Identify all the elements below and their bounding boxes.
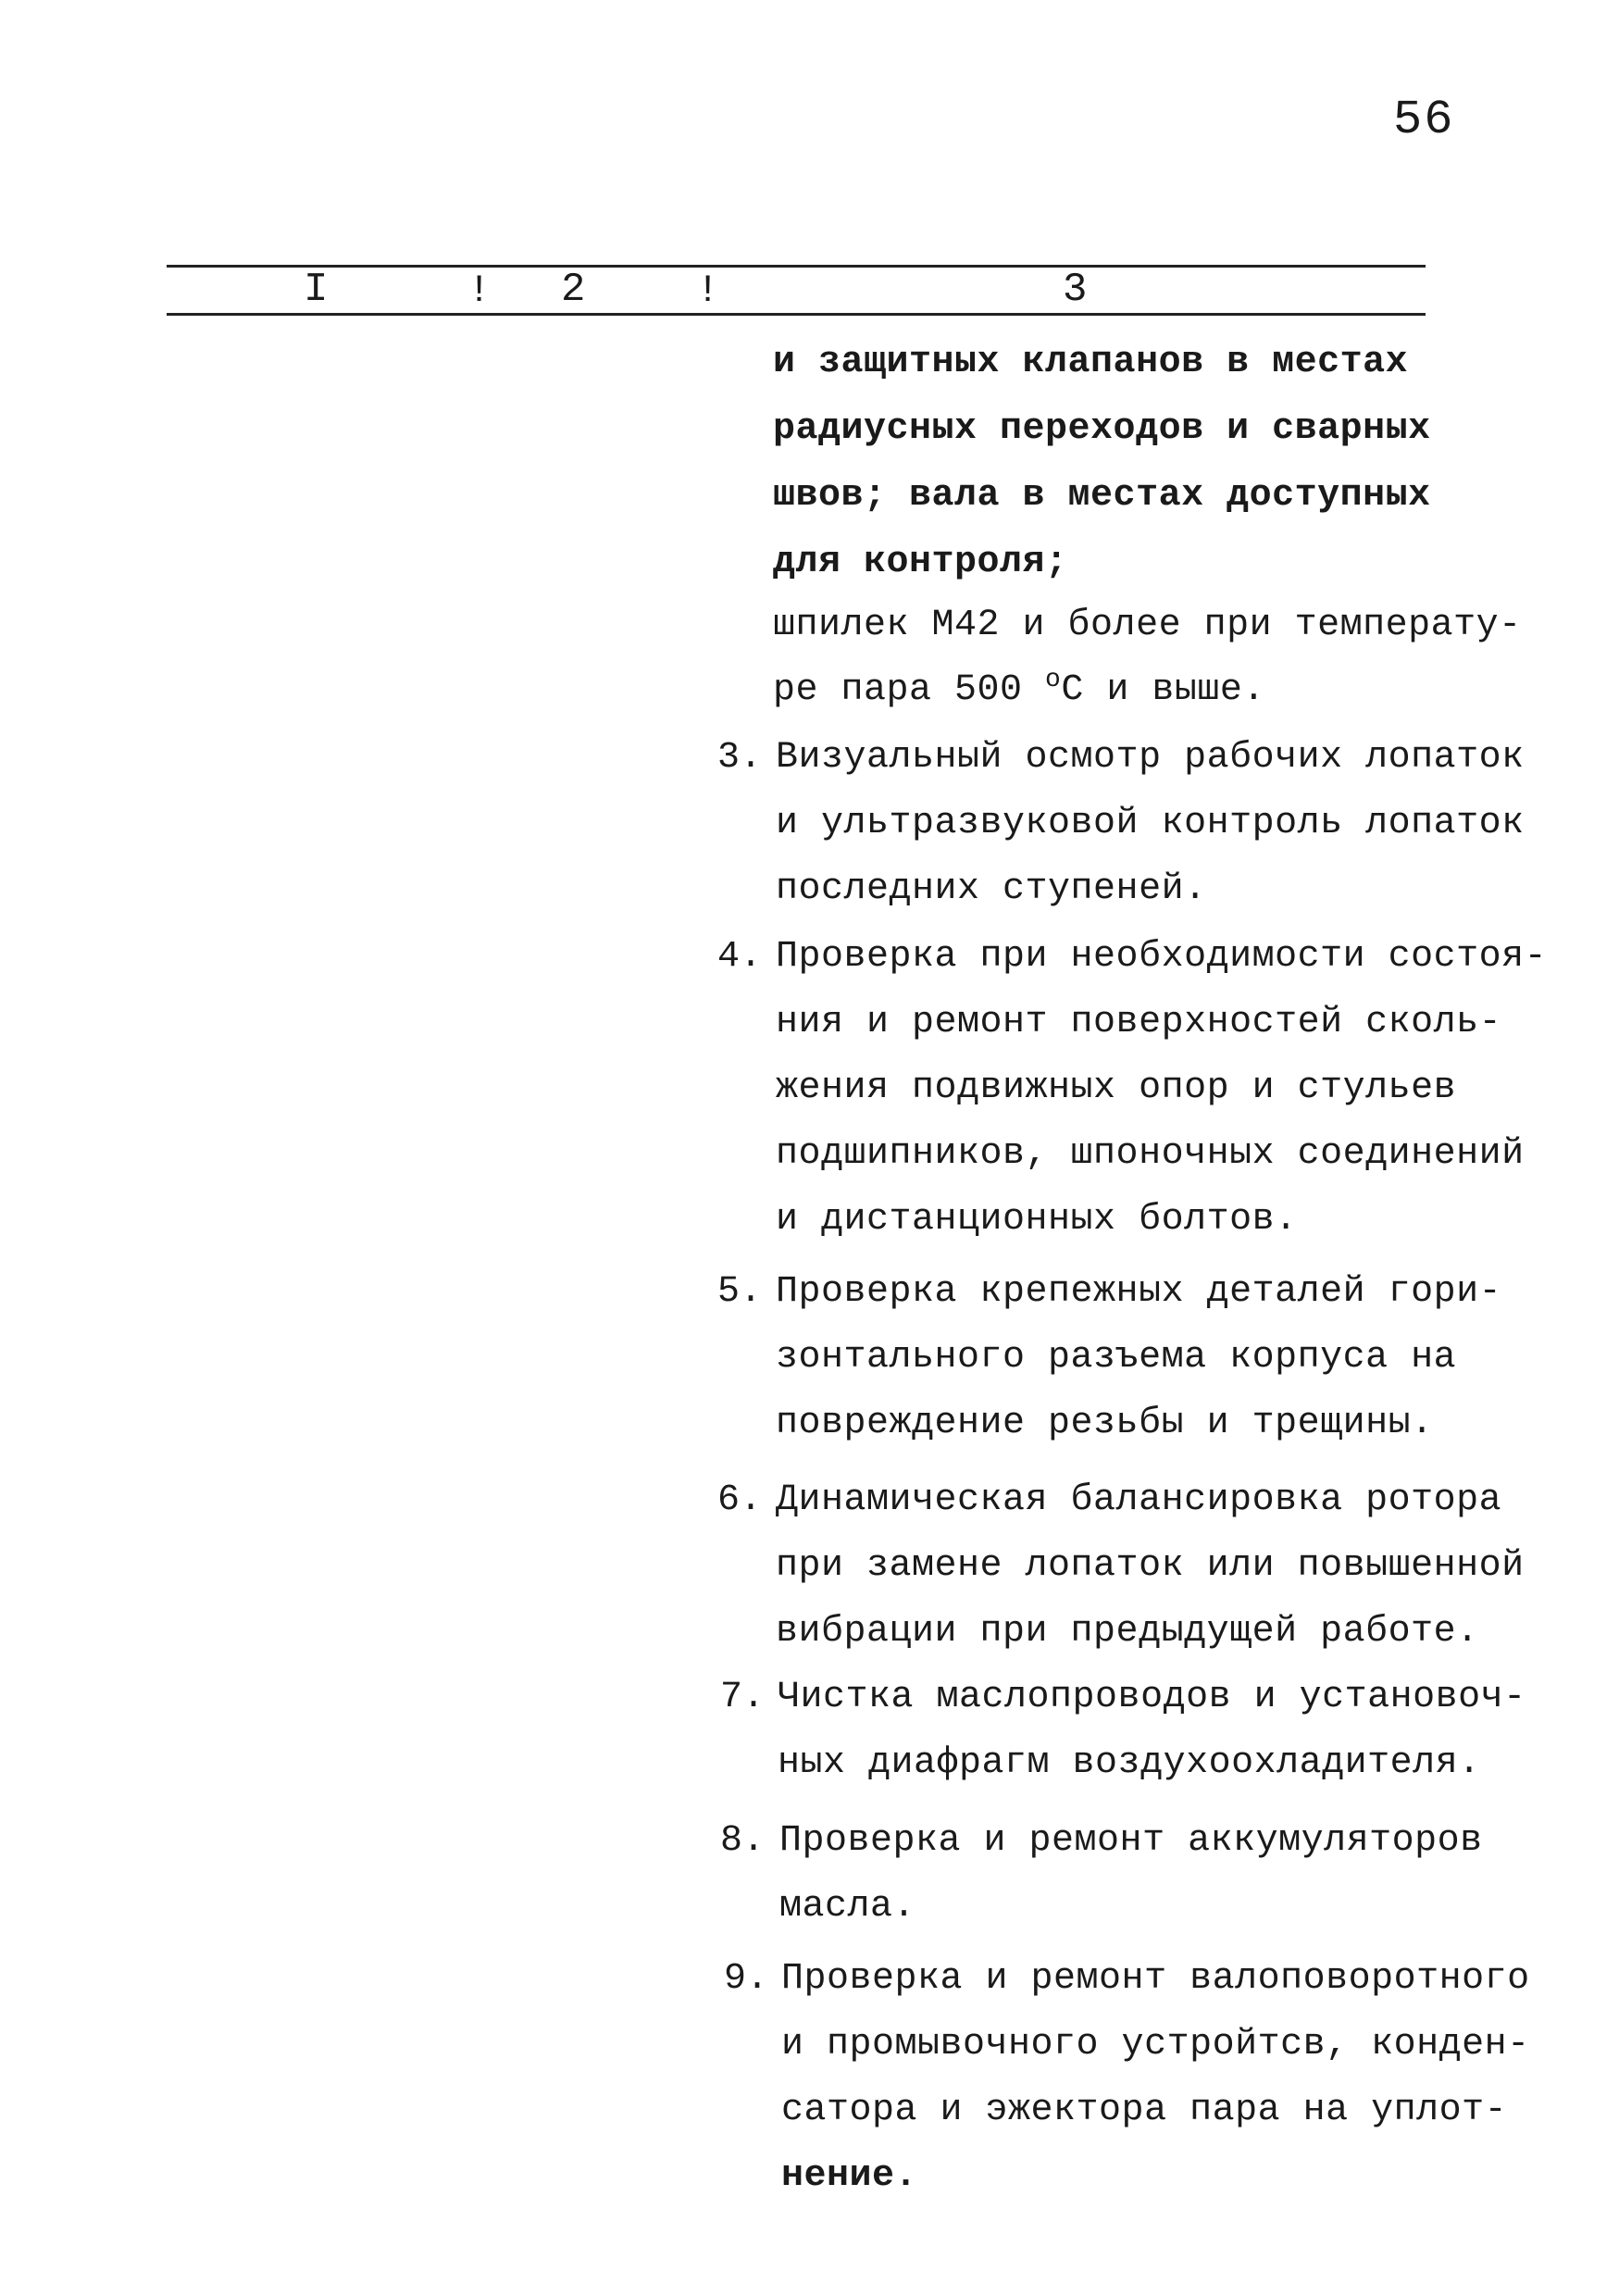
column-header-2: 2 (561, 267, 586, 313)
item-number: 8. (720, 1820, 766, 1862)
item-number: 4. (717, 936, 763, 978)
item-number: 6. (717, 1479, 763, 1521)
continuation-line: радиусных переходов и сварных (773, 408, 1431, 450)
page-number: 56 (1393, 93, 1455, 147)
item-line: масла. (779, 1886, 916, 1928)
continuation-line: для контроля; (773, 542, 1068, 583)
item-number: 7. (720, 1677, 766, 1718)
item-line: вибрации при предыдущей работе. (776, 1611, 1479, 1653)
item-line: нение. (781, 2155, 918, 2197)
continuation-line: швов; вала в местах доступных (773, 475, 1431, 517)
item-line: последних ступеней. (776, 868, 1207, 910)
item-number: 3. (717, 737, 763, 779)
item-line: и ультразвуковой контроль лопаток (776, 803, 1525, 844)
item-line: сатора и эжектора пара на уплот- (781, 2090, 1508, 2131)
item-line: и дистанционных болтов. (776, 1199, 1298, 1241)
item-number: 9. (724, 1958, 769, 2000)
table-header-bottom-rule (167, 313, 1426, 316)
degree-superscript: о (1045, 666, 1062, 694)
continuation-line: и защитных клапанов в местах (773, 342, 1409, 383)
continuation-line6-text: ре пара 500 (773, 669, 1046, 711)
item-line: повреждение резьбы и трещины. (776, 1403, 1434, 1444)
item-line: зонтального разъема корпуса на (776, 1337, 1457, 1379)
column-separator-2: ! (696, 268, 720, 313)
item-line: Динамическая балансировка ротора (776, 1479, 1502, 1521)
item-line: ных диафрагм воздухоохладителя. (778, 1742, 1481, 1784)
item-line: Проверка и ремонт аккумуляторов (779, 1820, 1483, 1862)
table-header-top-rule (167, 265, 1426, 268)
item-line: и промывочного устройтсв, конден- (781, 2024, 1530, 2065)
item-line: Проверка при необходимости состоя- (776, 936, 1548, 978)
item-number: 5. (717, 1271, 763, 1313)
item-line: Проверка крепежных деталей гори- (776, 1271, 1502, 1313)
continuation-line: шпилек М42 и более при температу- (773, 605, 1522, 646)
continuation-line (773, 668, 1265, 713)
item-line: подшипников, шпоночных соединений (776, 1133, 1525, 1175)
column-header-3: 3 (1063, 267, 1088, 313)
column-header-1: I (304, 267, 329, 313)
item-line: Чистка маслопроводов и установоч- (778, 1677, 1526, 1718)
item-line: ния и ремонт поверхностей сколь- (776, 1002, 1502, 1043)
column-separator-1: ! (467, 268, 492, 313)
item-line: Проверка и ремонт валоповоротного (781, 1958, 1530, 2000)
item-line: Визуальный осмотр рабочих лопаток (776, 737, 1525, 779)
continuation-line6-tail: С и выше. (1061, 669, 1265, 711)
item-line: при замене лопаток или повышенной (776, 1545, 1525, 1587)
item-line: жения подвижных опор и стульев (776, 1067, 1457, 1109)
